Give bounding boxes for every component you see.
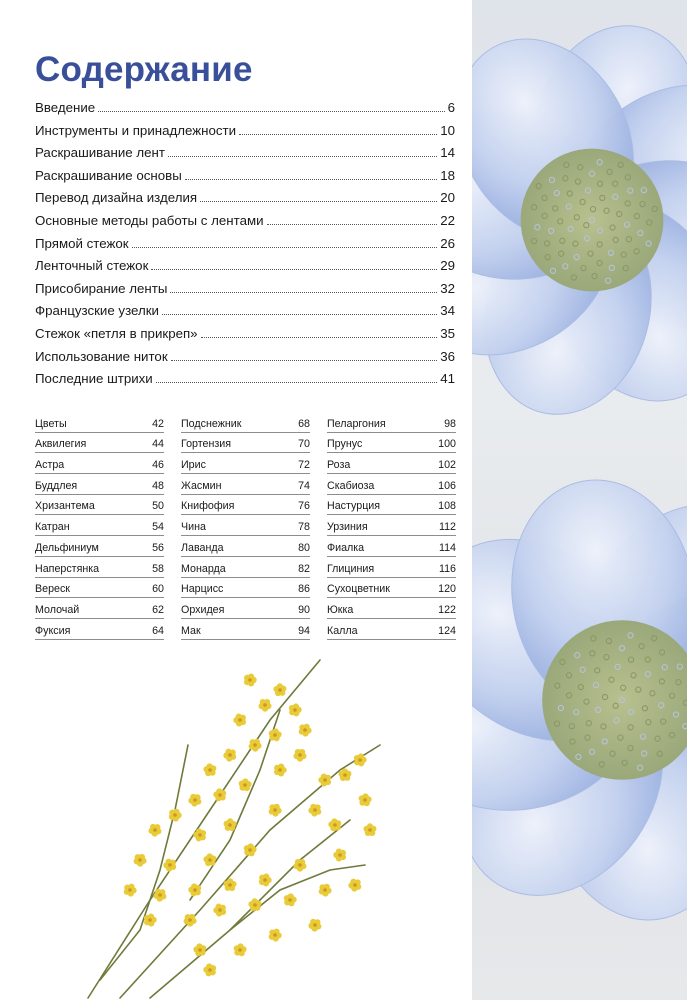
flower-index-entry[interactable] <box>35 515 164 536</box>
flower-index-entry[interactable] <box>327 453 456 474</box>
yellow-blossom <box>273 683 286 696</box>
yellow-blossom <box>213 788 226 801</box>
yellow-blossom <box>308 804 321 817</box>
yellow-branch-illustration <box>80 650 420 1000</box>
flower-page: 74 <box>298 479 310 492</box>
flower-name: Скабиоза <box>327 479 375 492</box>
yellow-blossom <box>348 879 361 892</box>
flower-index-entry[interactable] <box>35 453 164 474</box>
flower-name: Аквилегия <box>35 438 87 451</box>
flower-name: Подснежник <box>181 417 242 430</box>
leader-dots <box>151 269 437 270</box>
flower-index-entry[interactable] <box>35 474 164 495</box>
toc-entry[interactable] <box>35 168 455 191</box>
flower-name: Глициния <box>327 562 375 575</box>
toc-entry-page: 35 <box>440 325 455 341</box>
flower-name: Мак <box>181 624 201 637</box>
flower-page: 78 <box>298 521 310 534</box>
flower-column-3 <box>327 412 456 640</box>
toc-entry-label: Прямой стежок <box>35 235 129 251</box>
yellow-blossom <box>259 874 272 887</box>
toc-entry-label: Введение <box>35 100 96 115</box>
toc-entry[interactable] <box>35 100 455 123</box>
leader-dots <box>201 337 438 338</box>
flower-index-entry[interactable] <box>181 578 310 599</box>
yellow-blossom <box>333 848 346 861</box>
flower-page: 108 <box>438 500 456 513</box>
toc-entry[interactable] <box>35 326 455 349</box>
toc-entry-page: 10 <box>440 122 455 138</box>
yellow-blossom <box>284 893 297 906</box>
yellow-blossom <box>293 859 306 872</box>
leader-dots <box>168 156 437 157</box>
yellow-blossom <box>148 824 161 837</box>
yellow-blossom <box>153 889 166 902</box>
flower-name: Наперстянка <box>35 562 100 575</box>
flower-name: Калла <box>327 624 358 637</box>
toc-entry[interactable] <box>35 349 455 372</box>
yellow-blossom <box>319 884 332 897</box>
yellow-blossom <box>234 943 247 956</box>
flower-index-entry[interactable] <box>327 557 456 578</box>
flower-index-entry[interactable] <box>35 536 164 557</box>
flower-name: Молочай <box>35 603 80 616</box>
yellow-blossom <box>328 818 341 831</box>
flower-page: 50 <box>152 500 164 513</box>
toc-entry-label: Основные методы работы с лентами <box>35 212 264 228</box>
branch-stem <box>230 865 365 930</box>
flower-page: 90 <box>298 603 310 616</box>
flower-page: 44 <box>152 438 164 451</box>
flower-index-entry[interactable] <box>35 598 164 619</box>
toc-entry[interactable] <box>35 213 455 236</box>
toc-entry[interactable] <box>35 190 455 213</box>
flower-index-entry[interactable] <box>181 433 310 454</box>
yellow-blossom <box>169 809 182 822</box>
yellow-blossom <box>233 714 246 727</box>
yellow-blossom <box>269 929 282 942</box>
yellow-blossom <box>289 703 302 716</box>
flower-index-entry[interactable] <box>35 619 164 640</box>
flower-index-entry[interactable] <box>181 453 310 474</box>
yellow-blossom <box>163 859 176 872</box>
flower-index-entry[interactable] <box>181 557 310 578</box>
flower-index-entry[interactable] <box>327 598 456 619</box>
flower-index-entry[interactable] <box>327 619 456 640</box>
flower-page: 120 <box>438 583 456 596</box>
toc-entry[interactable] <box>35 236 455 259</box>
flower-page: 68 <box>298 417 310 430</box>
yellow-blossom <box>203 853 216 866</box>
yellow-blossom <box>134 854 147 867</box>
yellow-blossom <box>188 794 201 807</box>
flower-index-entry[interactable] <box>181 474 310 495</box>
yellow-blossom <box>239 778 252 791</box>
table-of-contents <box>35 100 455 394</box>
flower-name: Ирис <box>181 459 206 472</box>
yellow-blossom <box>203 963 216 976</box>
flower-page: 64 <box>152 624 164 637</box>
toc-entry-label: Французские узелки <box>35 303 159 319</box>
toc-entry[interactable] <box>35 371 455 394</box>
flower-index-entry[interactable] <box>327 474 456 495</box>
toc-entry[interactable] <box>35 303 455 326</box>
flower-index-entry[interactable] <box>181 515 310 536</box>
toc-entry-label: Раскрашивание лент <box>35 145 165 161</box>
yellow-blossom <box>269 804 282 817</box>
flower-page: 98 <box>444 417 456 430</box>
flower-name: Монарда <box>181 562 226 575</box>
flower-index-entry[interactable] <box>327 412 456 433</box>
flower-name: Фуксия <box>35 624 71 637</box>
flower-page: 94 <box>298 624 310 637</box>
leader-dots <box>185 179 437 180</box>
yellow-blossom <box>299 724 312 737</box>
flower-name: Юкка <box>327 603 354 616</box>
leader-dots <box>239 134 437 135</box>
flower-index-entry[interactable] <box>181 619 310 640</box>
flower-name: Фиалка <box>327 541 365 554</box>
leader-dots <box>98 111 444 112</box>
flower-index-entry[interactable] <box>327 536 456 557</box>
flower-name: Нарцисс <box>181 583 224 596</box>
flower-page: 86 <box>298 583 310 596</box>
flower-column-2 <box>181 412 310 640</box>
flower-index-entry[interactable] <box>181 412 310 433</box>
flower-name: Хризантема <box>35 500 95 513</box>
flower-name: Роза <box>327 459 351 472</box>
flower-name: Чина <box>181 521 206 534</box>
flower-name: Настурция <box>327 500 381 513</box>
flower-page: 42 <box>152 417 164 430</box>
flower-column-1 <box>35 412 164 640</box>
flower-name: Орхидея <box>181 603 225 616</box>
toc-entry[interactable] <box>35 123 455 146</box>
flower-page: 56 <box>152 541 164 554</box>
flower-page: 114 <box>438 541 456 554</box>
yellow-blossom <box>308 919 321 932</box>
leader-dots <box>171 360 438 361</box>
flower-name: Астра <box>35 459 65 472</box>
flower-page: 72 <box>298 459 310 472</box>
yellow-blossom <box>223 749 236 762</box>
flower-page: 54 <box>152 521 164 534</box>
flower-page: 106 <box>438 479 456 492</box>
yellow-blossom <box>224 818 237 831</box>
flower-name: Цветы <box>35 417 67 430</box>
toc-entry-page: 14 <box>440 145 455 161</box>
flower-name: Дельфиниум <box>35 541 99 554</box>
flower-name: Лаванда <box>181 541 224 554</box>
yellow-blossom <box>359 793 372 806</box>
toc-entry-page: 6 <box>447 100 455 115</box>
toc-entry-label: Присобирание ленты <box>35 280 168 296</box>
yellow-blossom <box>244 673 257 686</box>
yellow-blossom <box>363 823 376 836</box>
leader-dots <box>170 292 437 293</box>
toc-entry[interactable] <box>35 258 455 281</box>
flower-index-entry[interactable] <box>181 536 310 557</box>
flower-page: 80 <box>298 541 310 554</box>
toc-entry-page: 18 <box>440 167 455 183</box>
yellow-blossom <box>188 883 201 896</box>
flower-name: Катран <box>35 521 70 534</box>
yellow-blossom <box>203 763 216 776</box>
flower-index-entry[interactable] <box>327 433 456 454</box>
leader-dots <box>156 382 437 383</box>
toc-entry-label: Ленточный стежок <box>35 258 149 274</box>
flower-index-entry[interactable] <box>35 412 164 433</box>
yellow-blossom <box>124 884 137 897</box>
toc-entry-page: 26 <box>440 235 455 251</box>
toc-entry-page: 36 <box>440 348 455 364</box>
flower-name: Пеларгония <box>327 417 386 430</box>
page-title: Содержание <box>35 50 253 89</box>
flower-page: 48 <box>152 479 164 492</box>
flower-page: 122 <box>438 603 456 616</box>
toc-entry-label: Стежок «петля в прикреп» <box>35 325 198 341</box>
flower-page: 100 <box>438 438 456 451</box>
flower-name: Сухоцветник <box>327 583 390 596</box>
toc-entry-label: Использование ниток <box>35 348 168 364</box>
toc-entry-label: Перевод дизайна изделия <box>35 190 198 206</box>
yellow-blossom <box>274 764 287 777</box>
ribbon-flowers-photo <box>472 0 687 1000</box>
flower-name: Прунус <box>327 438 363 451</box>
toc-entry-label: Раскрашивание основы <box>35 167 182 183</box>
branch-stem <box>190 710 280 900</box>
toc-entry[interactable] <box>35 145 455 168</box>
yellow-blossom <box>244 843 257 856</box>
toc-entry-page: 32 <box>440 280 455 296</box>
yellow-blossom <box>269 728 282 741</box>
flower-index-entry[interactable] <box>327 515 456 536</box>
leader-dots <box>200 201 437 202</box>
blue-ribbon-flower <box>472 7 687 433</box>
flower-index-entry[interactable] <box>181 598 310 619</box>
yellow-blossom <box>318 774 331 787</box>
yellow-blossom <box>293 749 306 762</box>
flower-page: 70 <box>298 438 310 451</box>
flower-name: Жасмин <box>181 479 222 492</box>
flower-page: 112 <box>438 521 456 534</box>
flower-index-entry[interactable] <box>181 495 310 516</box>
flower-index-entry[interactable] <box>35 495 164 516</box>
flower-name: Книфофия <box>181 500 235 513</box>
yellow-blossom <box>259 699 272 712</box>
toc-entry-page: 41 <box>440 371 455 387</box>
flower-index-entry[interactable] <box>327 578 456 599</box>
flower-name: Гортензия <box>181 438 232 451</box>
blue-ribbon-flower <box>472 465 687 935</box>
flower-name: Буддлея <box>35 479 78 492</box>
flower-page: 76 <box>298 500 310 513</box>
flower-page: 58 <box>152 562 164 575</box>
flower-name: Урзиния <box>327 521 368 534</box>
flower-page: 62 <box>152 603 164 616</box>
flower-page: 124 <box>438 624 456 637</box>
flower-page: 102 <box>438 459 456 472</box>
leader-dots <box>132 247 438 248</box>
toc-entry-page: 22 <box>440 212 455 228</box>
toc-entry-page: 20 <box>440 190 455 206</box>
ribbon-flowers-image <box>472 0 687 1000</box>
toc-entry-label: Последние штрихи <box>35 371 153 387</box>
leader-dots <box>267 224 438 225</box>
toc-entry[interactable] <box>35 281 455 304</box>
flower-index-entry[interactable] <box>35 433 164 454</box>
flower-index <box>35 412 456 640</box>
knot-center <box>521 149 664 292</box>
toc-entry-page: 34 <box>440 303 455 319</box>
flower-index-entry[interactable] <box>35 557 164 578</box>
flower-index-entry[interactable] <box>35 578 164 599</box>
toc-entry-page: 29 <box>440 258 455 274</box>
yellow-blossom <box>144 913 157 926</box>
yellow-blossom <box>213 904 226 917</box>
flower-page: 60 <box>152 583 164 596</box>
yellow-blossom <box>193 828 206 841</box>
flower-index-entry[interactable] <box>327 495 456 516</box>
flower-name: Вереск <box>35 583 70 596</box>
yellow-blossom <box>193 943 206 956</box>
toc-entry-label: Инструменты и принадлежности <box>35 122 237 138</box>
flower-page: 116 <box>438 562 456 575</box>
flower-page: 82 <box>298 562 310 575</box>
flower-page: 46 <box>152 459 164 472</box>
leader-dots <box>162 314 437 315</box>
